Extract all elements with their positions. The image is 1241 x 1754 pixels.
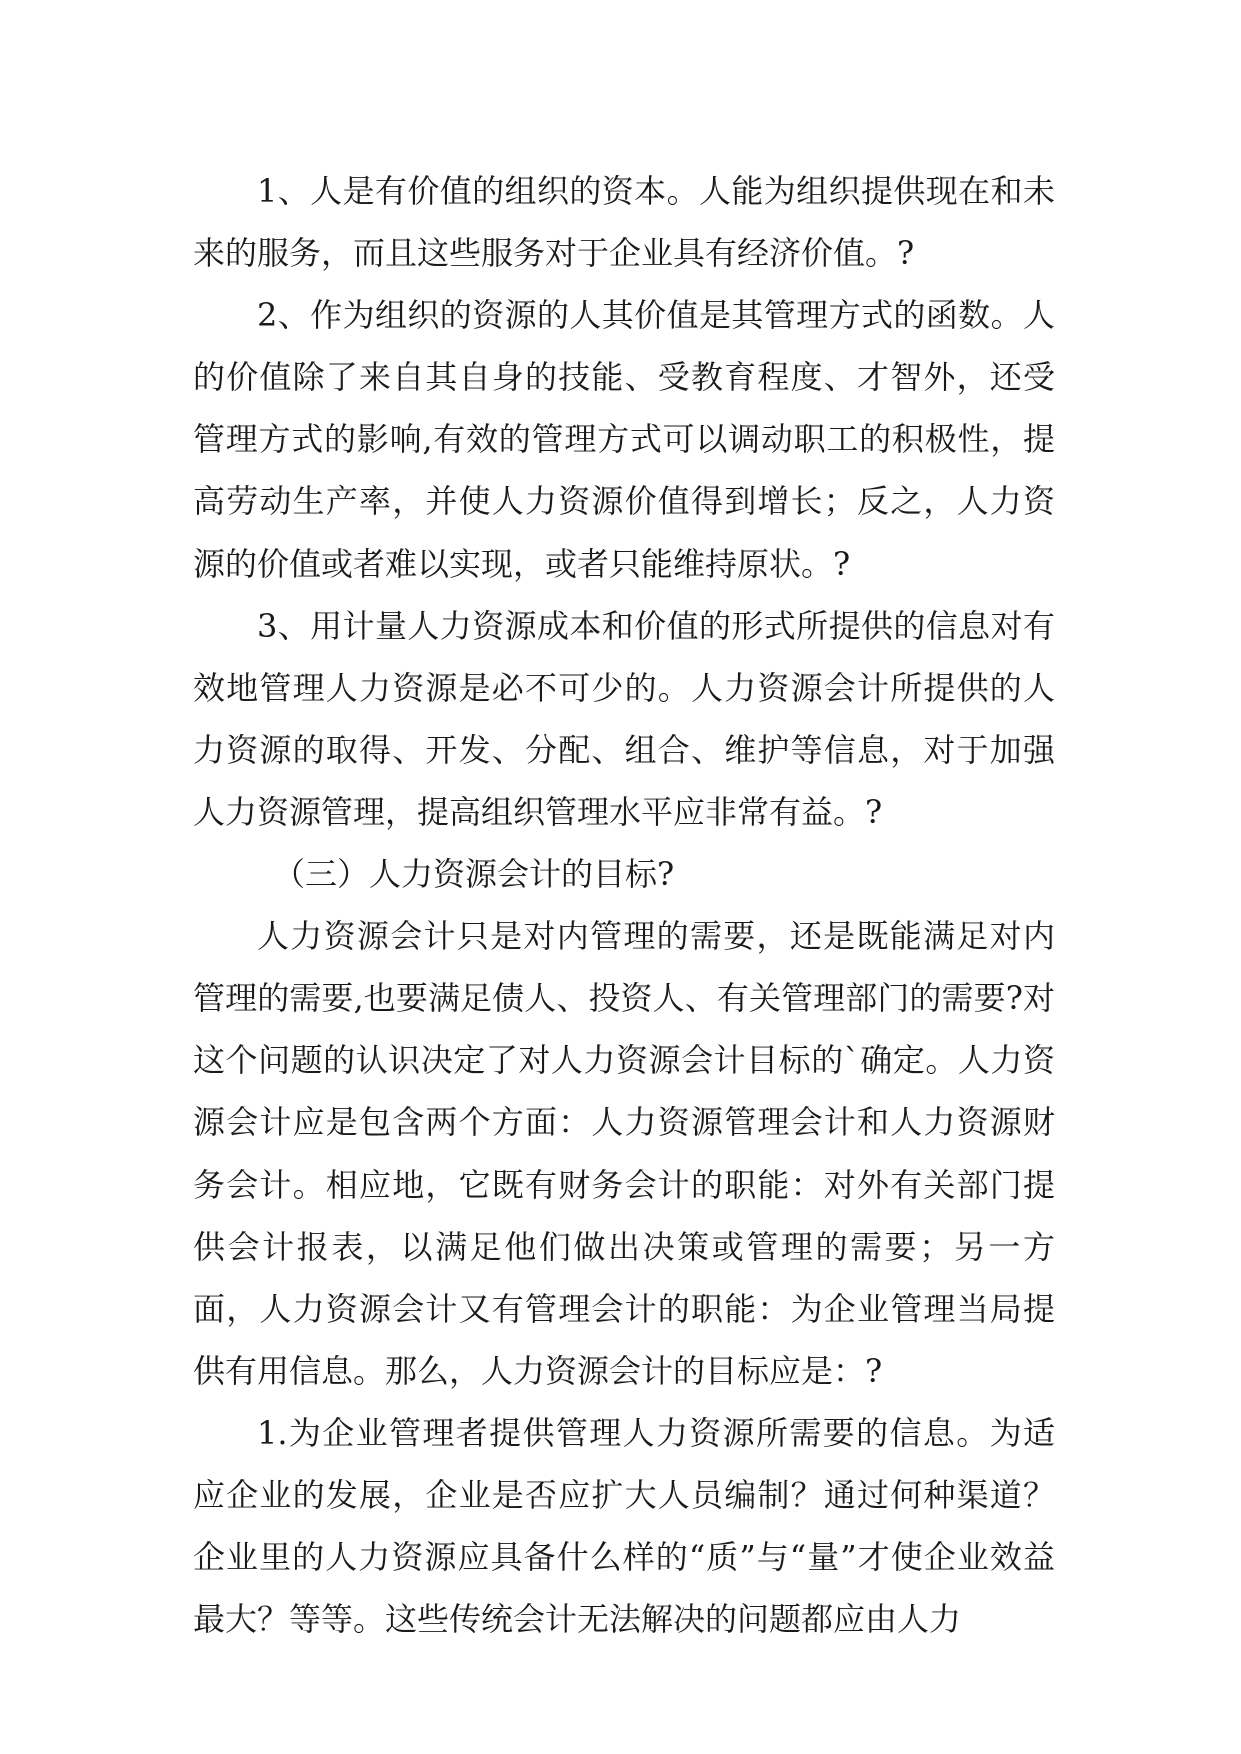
paragraph-point-3: 3、用计量人力资源成本和价值的形式所提供的信息对有效地管理人力资源是必不可少的。人力资源会计所提供的人力资源的取得、开发、分配、组合、维护等信息，对于加强人力资源管理，提高组织管理水平应非常有益。? <box>193 606 1055 831</box>
paragraph-objective-1: 1.为企业管理者提供管理人力资源所需要的信息。为适应企业的发展，企业是否应扩大人员编制？通过何种渠道？企业里的人力资源应具备什么样的“质”与“量”才使企业效益最大？等等。这些传统会计无法解决的问题都应由人力 <box>193 1413 1055 1639</box>
section-heading: （三）人力资源会计的目标? <box>273 855 675 894</box>
body-text <box>193 160 1055 1650</box>
paragraph-point-1: 1、人是有价值的组织的资本。人能为组织提供现在和未来的服务，而且这些服务对于企业具有经济价值。? <box>193 172 1055 273</box>
paragraph-objectives-intro: 人力资源会计只是对内管理的需要，还是既能满足对内管理的需要,也要满足债人、投资人、有关管理部门的需要?对这个问题的认识决定了对人力资源会计目标的`确定。人力资源会计应是包含两个方面：人力资源管理会计和人力资源财务会计。相应地，它既有财务会计的职能：对外有关部门提供会计报表，以满足他们做出决策或管理的需要；另一方面，人力资源会计又有管理会计的职能：为企业管理当局提供有用信息。那么，人力资源会计的目标应是：? <box>193 917 1055 1390</box>
paragraph-point-2: 2、作为组织的资源的人其价值是其管理方式的函数。人的价值除了来自其自身的技能、受教育程度、才智外，还受管理方式的影响,有效的管理方式可以调动职工的积极性，提高劳动生产率，并使人力资源价值得到增长；反之，人力资源的价值或者难以实现，或者只能维持原状。? <box>193 296 1055 583</box>
